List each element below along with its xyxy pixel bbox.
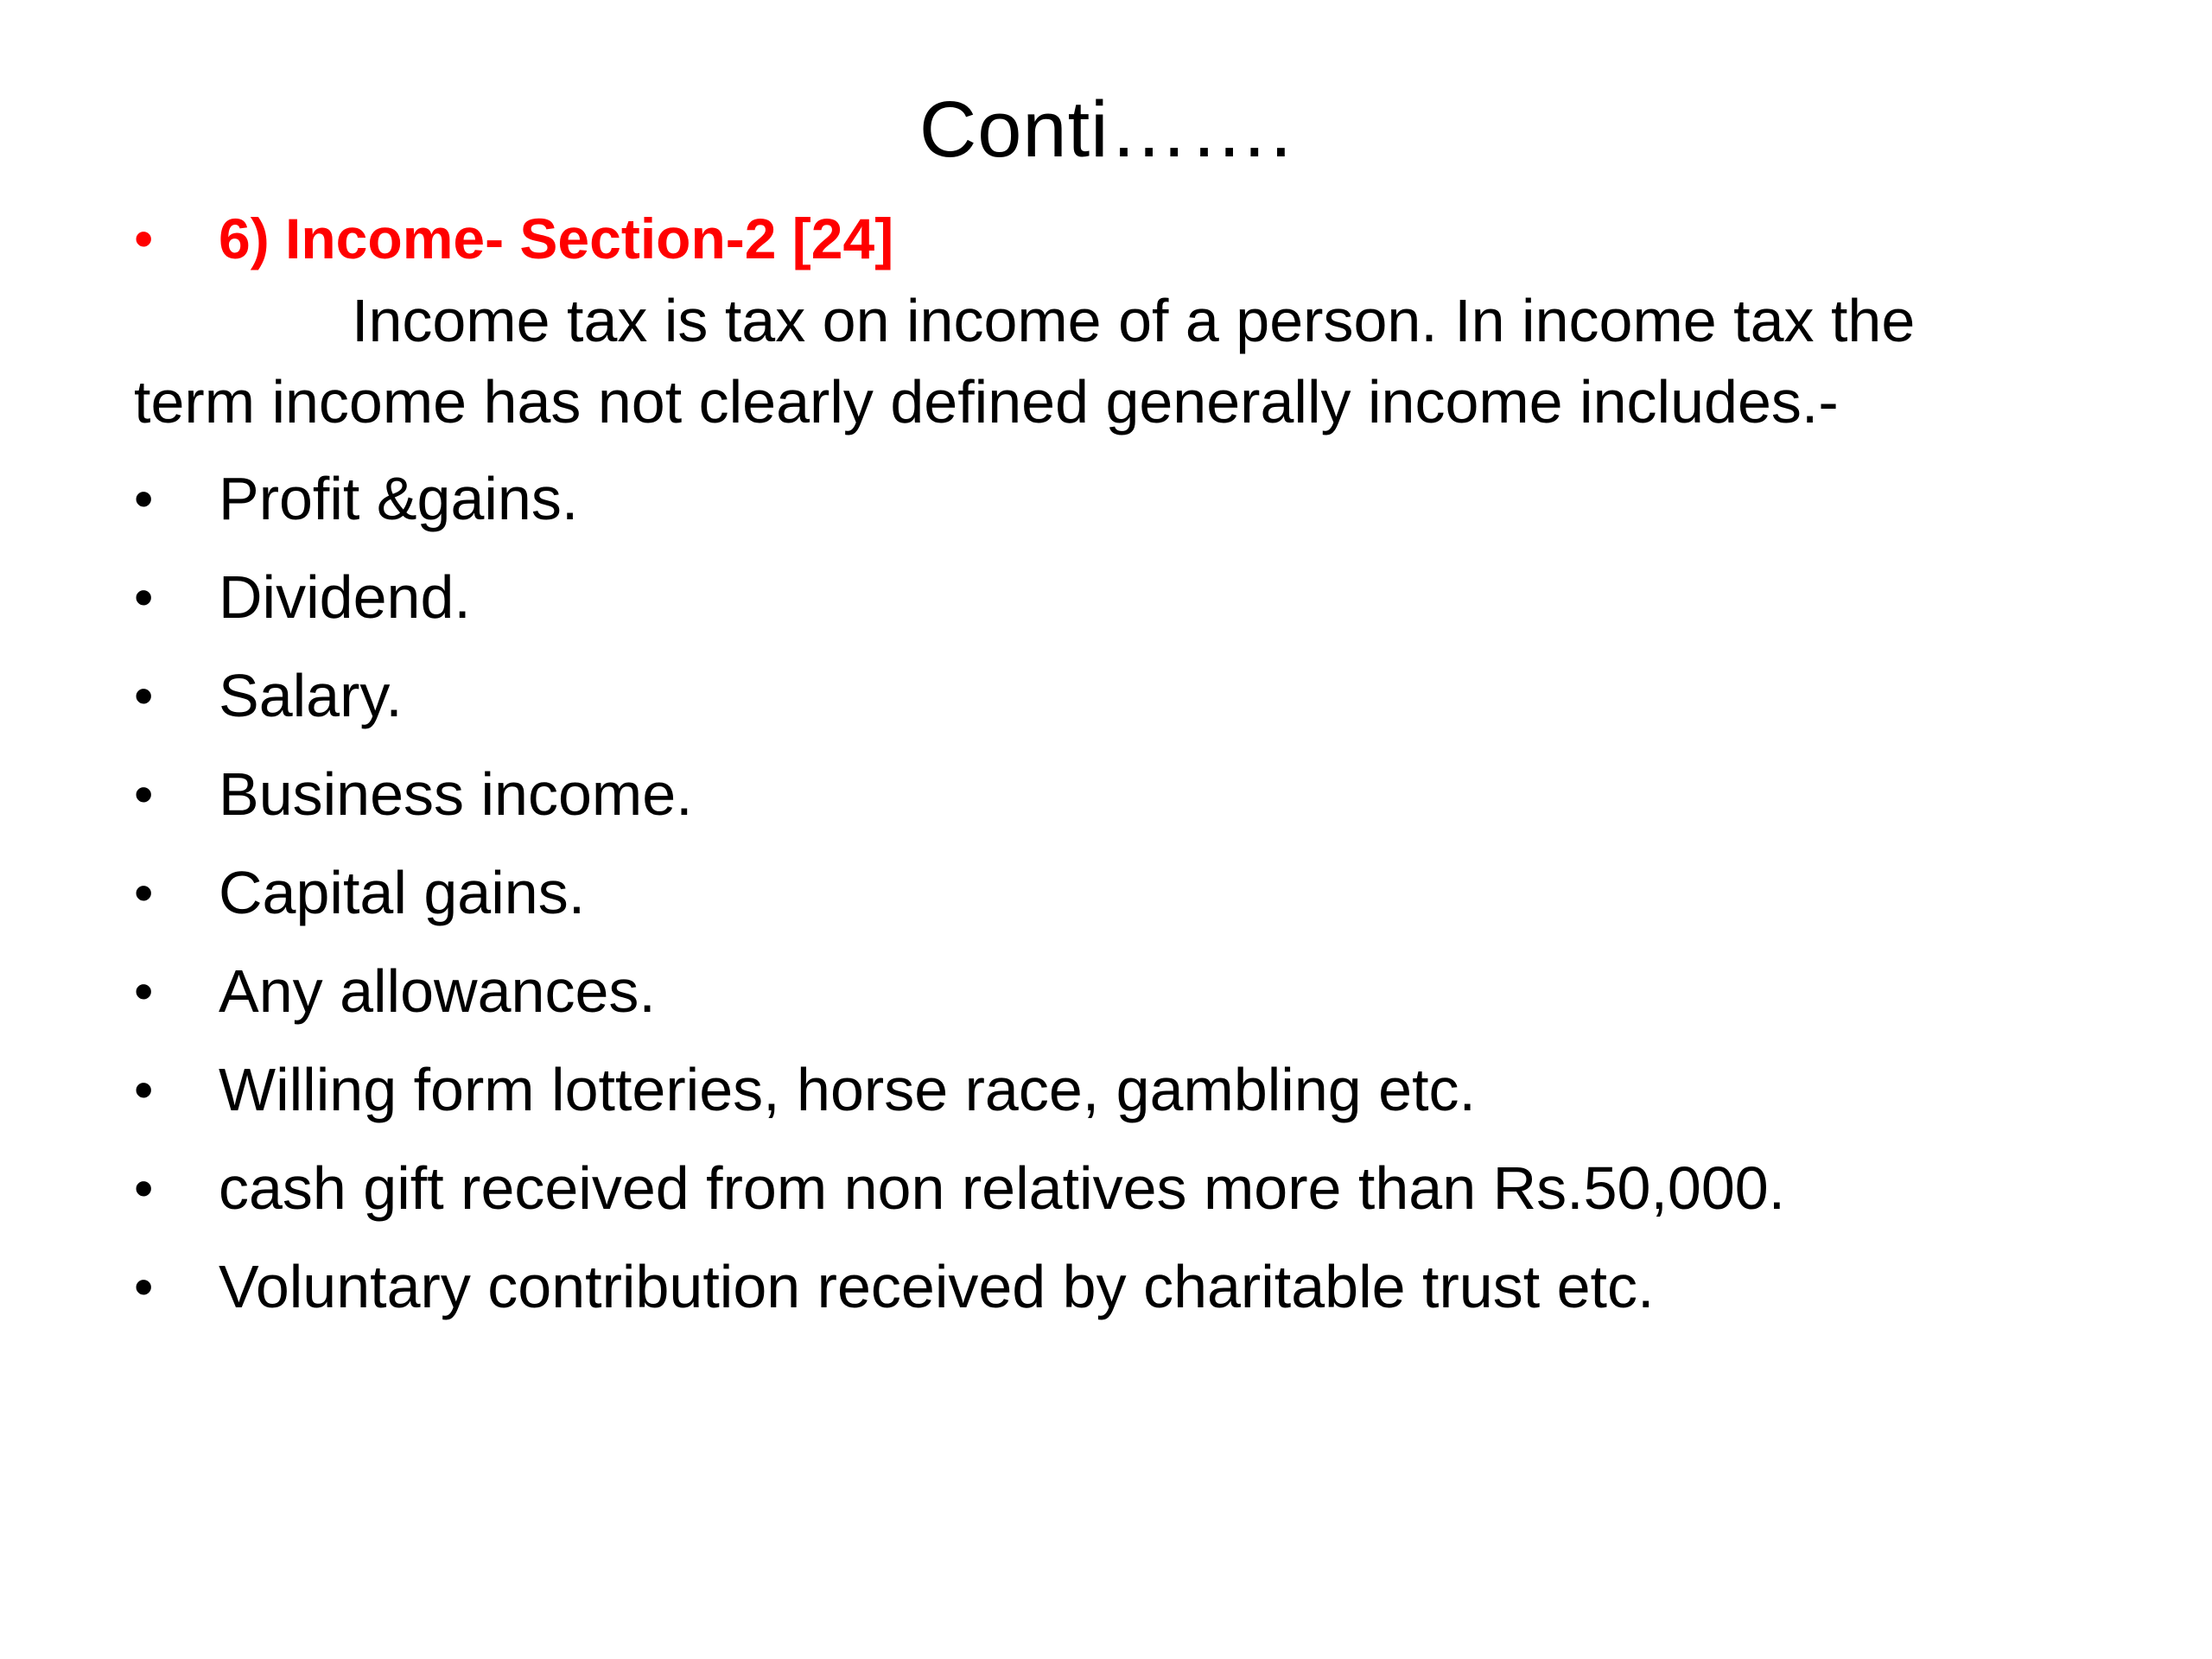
list-item-text: Willing form lotteries, horse race, gambling etc. [219, 1056, 1476, 1123]
list-item [134, 843, 2113, 942]
list-item-text: Dividend. [219, 563, 471, 631]
heading-text: 6) Income- Section-2 [24] [219, 207, 894, 270]
heading-bullet: • [134, 207, 154, 270]
definition-paragraph: Income tax is tax on income of a person. In income tax the term income has not clearly defined generally income includes.- [134, 287, 1916, 435]
section-heading [134, 200, 2113, 276]
list-item [134, 942, 2113, 1040]
list-item-text: Business income. [219, 760, 693, 828]
bullet: • [134, 960, 154, 1022]
list-item-text: Profit &gains. [219, 465, 579, 532]
income-list [134, 449, 2113, 1336]
list-item [134, 646, 2113, 745]
list-item [134, 548, 2113, 646]
bullet: • [134, 566, 154, 628]
bullet: • [134, 763, 154, 825]
slide-title: Conti……. [918, 86, 1294, 174]
list-item [134, 1237, 2113, 1336]
slide-body [134, 200, 2113, 1336]
list-item [134, 449, 2113, 548]
list-item [134, 1139, 2113, 1237]
bullet: • [134, 664, 154, 727]
list-item-text: Voluntary contribution received by charitable trust etc. [219, 1253, 1655, 1320]
bullet: • [134, 467, 154, 530]
bullet: • [134, 1255, 154, 1318]
bullet: • [134, 1157, 154, 1219]
list-item [134, 745, 2113, 843]
bullet: • [134, 1058, 154, 1121]
list-item-text: Capital gains. [219, 859, 586, 926]
list-item-text: Any allowances. [219, 957, 656, 1025]
list-item-text: cash gift received from non relatives more than Rs.50,000. [219, 1154, 1786, 1222]
list-item-text: Salary. [219, 662, 403, 729]
list-item [134, 1040, 2113, 1139]
bullet: • [134, 861, 154, 924]
